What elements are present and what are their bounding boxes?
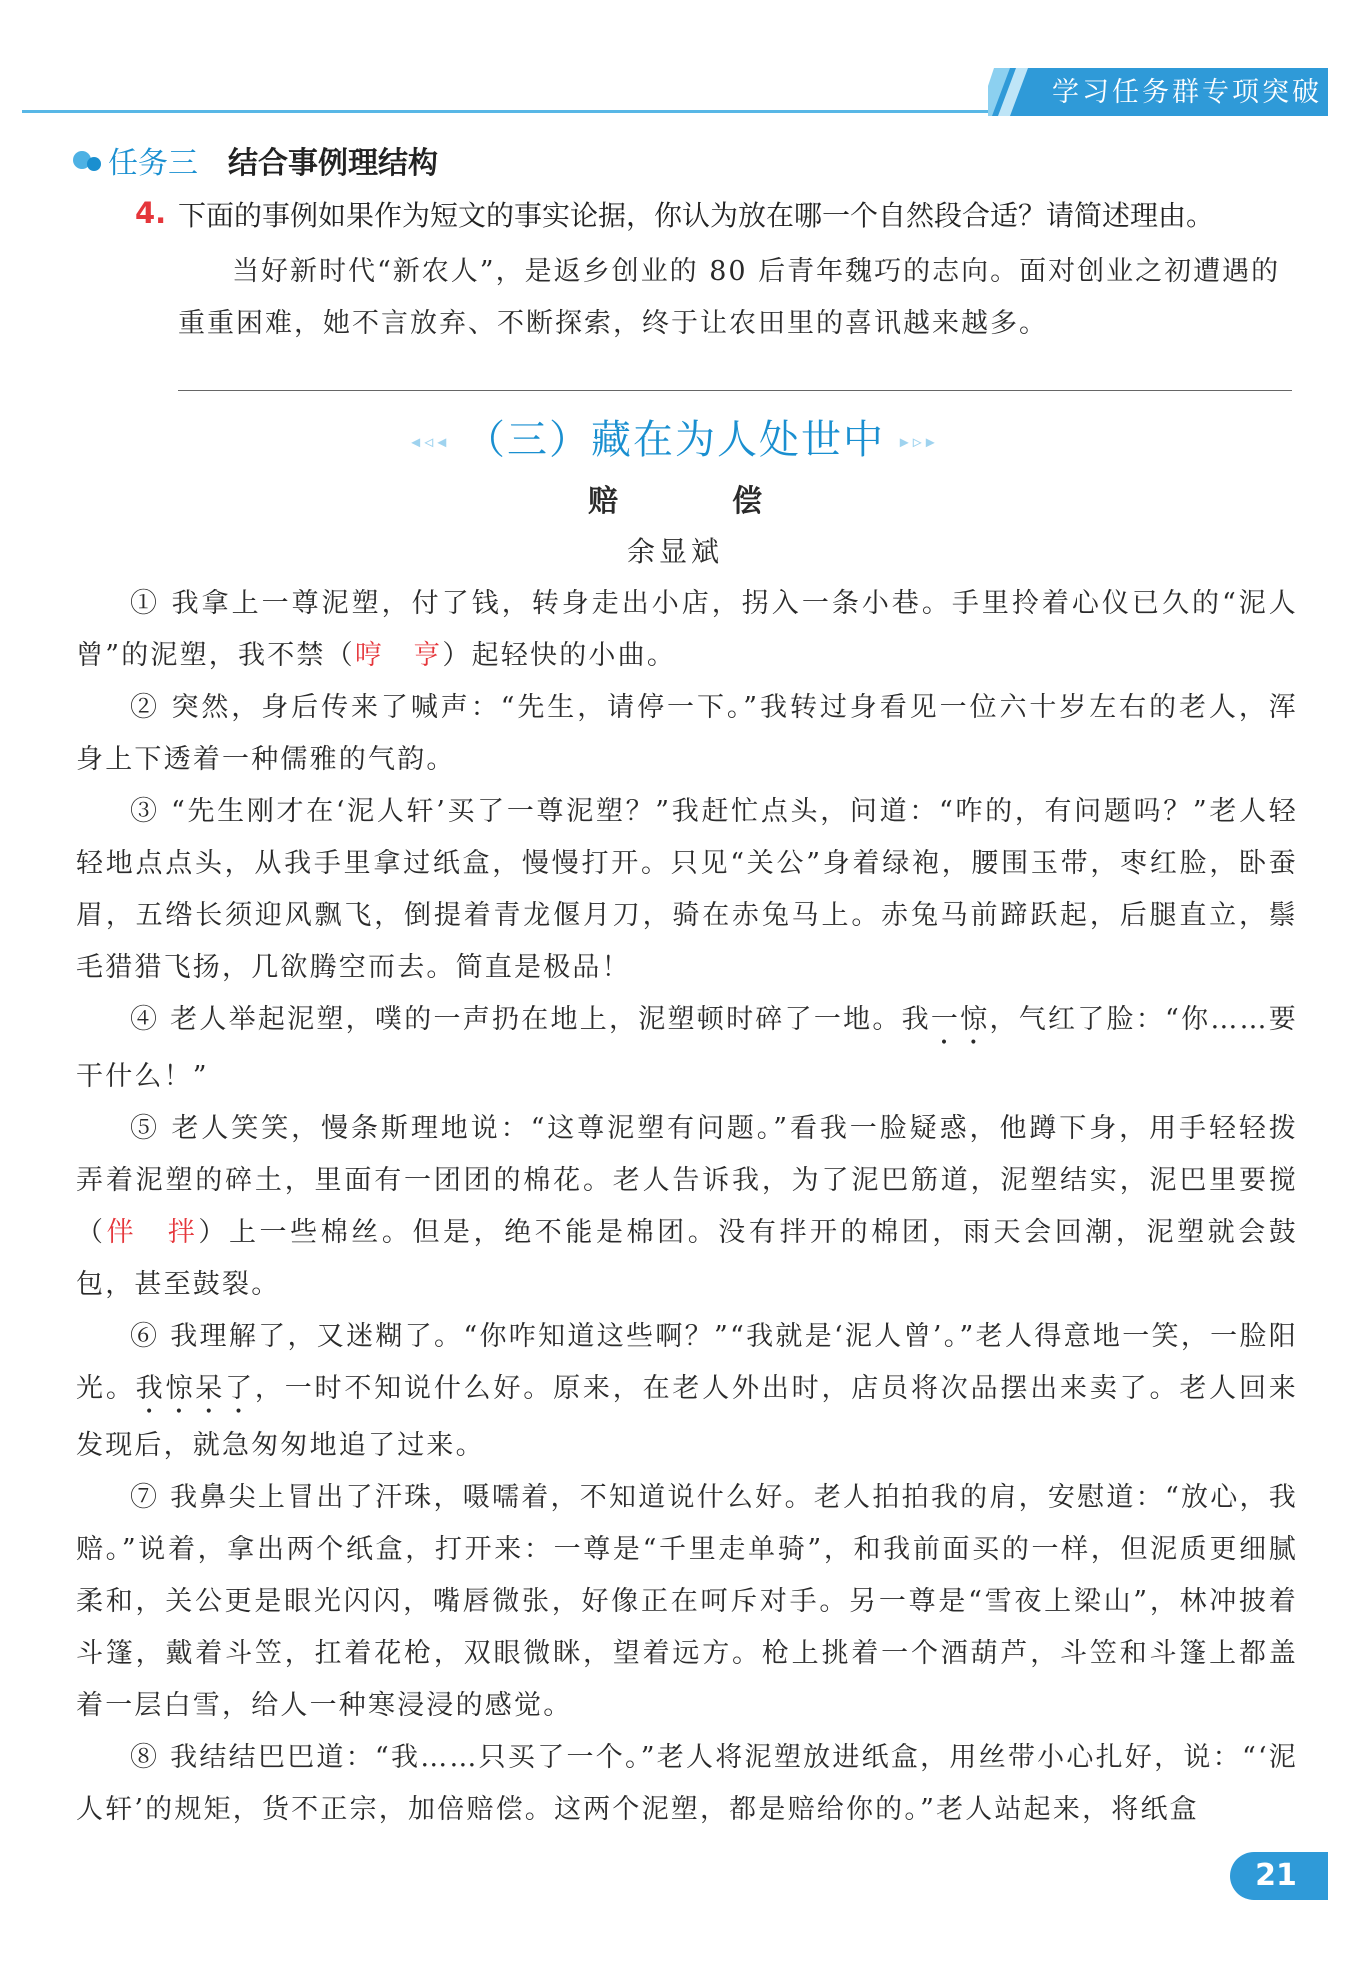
paragraph-7: ⑦ 我鼻尖上冒出了汗珠，嗫嚅着，不知道说什么好。老人拍拍我的肩，安慰道：“放心，我赔。”说着，拿出两个纸盒，打开来：一尊是“千里走单骑”，和我前面买的一样，但泥质更细腻柔和，关公更是眼光闪闪，嘴唇微张，好像正在呵斥对手。另一尊是“雪夜上梁山”，林冲披着斗篷，戴着斗笠，扛着花枪，双眼微眯，望着远方。枪上挑着一个酒葫芦，斗笠和斗篷上都盖着一层白雪，给人一种寒浸浸的感觉。 bbox=[76, 1482, 1298, 1721]
article-author: 余显斌 bbox=[626, 535, 723, 568]
question-number: 4. bbox=[135, 196, 167, 230]
paragraph-text: ① 我拿上一尊泥塑，付了钱，转身走出小店，拐入一条小巷。手里拎着心仪已久的“泥人曾”的泥塑，我不禁（ bbox=[76, 588, 1298, 671]
pinyin-choice-2[interactable]: 伴 拌 bbox=[106, 1217, 199, 1248]
header-banner-title: 学习任务群专项突破 bbox=[1052, 77, 1322, 108]
question-material: 当好新时代“新农人”，是返乡创业的 80 后青年魏巧的志向。面对创业之初遭遇的重重困难，她不言放弃、不断探索，终于让农田里的喜讯越来越多。 bbox=[178, 256, 1281, 339]
task-heading bbox=[70, 140, 438, 180]
section-title-text: （三）藏在为人处世中 bbox=[465, 417, 885, 463]
page-number: 21 bbox=[1255, 1858, 1297, 1893]
paragraph-text: ④ 老人举起泥塑，噗的一声扔在地上，泥塑顿时碎了一地。我 bbox=[130, 1004, 931, 1035]
task-title: 结合事例理结构 bbox=[228, 146, 438, 181]
section-title bbox=[0, 408, 1350, 465]
article-body bbox=[76, 578, 1298, 1836]
right-arrows-icon: ▸▹▸ bbox=[899, 431, 939, 453]
bubble-dots-icon bbox=[70, 147, 104, 173]
paragraph-2: ② 突然，身后传来了喊声：“先生，请停一下。”我转过身看见一位六十岁左右的老人，浑身上下透着一种儒雅的气韵。 bbox=[76, 692, 1298, 775]
paragraph-text: ⑤ 老人笑笑，慢条斯理地说：“这尊泥塑有问题。”看我一脸疑惑，他蹲下身，用手轻轻拨弄着泥塑的碎土，里面有一团团的棉花。老人告诉我，为了泥巴筋道，泥塑结实，泥巴里要搅（ bbox=[76, 1113, 1298, 1248]
paragraph-4 bbox=[76, 994, 1298, 1103]
emphasized-text: 一惊 bbox=[930, 1004, 990, 1035]
paragraph-8: ⑧ 我结结巴巴道：“我……只买了一个。”老人将泥塑放进纸盒，用丝带小心扎好，说：“‘泥人轩’的规矩，货不正宗，加倍赔偿。这两个泥塑，都是赔给你的。”老人站起来，将纸盒 bbox=[76, 1742, 1298, 1825]
emphasized-text: 我惊呆了 bbox=[135, 1373, 255, 1404]
paragraph-text: ）上一些棉丝。但是，绝不能是棉团。没有拌开的棉团，雨天会回潮，泥塑就会鼓包，甚至鼓裂。 bbox=[76, 1217, 1299, 1300]
answer-line[interactable] bbox=[178, 390, 1292, 391]
paragraph-5 bbox=[76, 1103, 1298, 1311]
pinyin-choice-1[interactable]: 哼 亨 bbox=[354, 640, 443, 671]
paragraph-6 bbox=[76, 1311, 1298, 1472]
paragraph-3: ③ “先生刚才在‘泥人轩’买了一尊泥塑？”我赶忙点头，问道：“咋的，有问题吗？”老人轻轻地点点头，从我手里拿过纸盒，慢慢打开。只见“关公”身着绿袍，腰围玉带，枣红脸，卧蚕眉，五绺长须迎风飘飞，倒提着青龙偃月刀，骑在赤兔马上。赤兔马前蹄跃起，后腿直立，鬃毛猎猎飞扬，几欲腾空而去。简直是极品！ bbox=[76, 796, 1298, 983]
paragraph-text: ⑥ 我理解了，又迷糊了。“你咋知道这些啊？”“我就是‘泥人曾’。”老人得意地一笑，一脸阳光。 bbox=[76, 1321, 1298, 1404]
paragraph-1 bbox=[76, 578, 1298, 682]
paragraph-text: ，气红了脸：“你……要干什么！” bbox=[76, 1004, 1298, 1092]
paragraph-text: ）起轻快的小曲。 bbox=[442, 640, 677, 671]
article-title: 赔 偿 bbox=[588, 484, 804, 519]
left-arrows-icon: ◂◃◂ bbox=[411, 431, 451, 453]
paragraph-text: ，一时不知说什么好。原来，在老人外出时，店员将次品摆出来卖了。老人回来发现后，就急匆匆地追了过来。 bbox=[76, 1373, 1298, 1461]
question-prompt: 下面的事例如果作为短文的事实论据，你认为放在哪一个自然段合适？请简述理由。 bbox=[178, 199, 1215, 232]
task-label: 任务三 bbox=[108, 146, 198, 181]
